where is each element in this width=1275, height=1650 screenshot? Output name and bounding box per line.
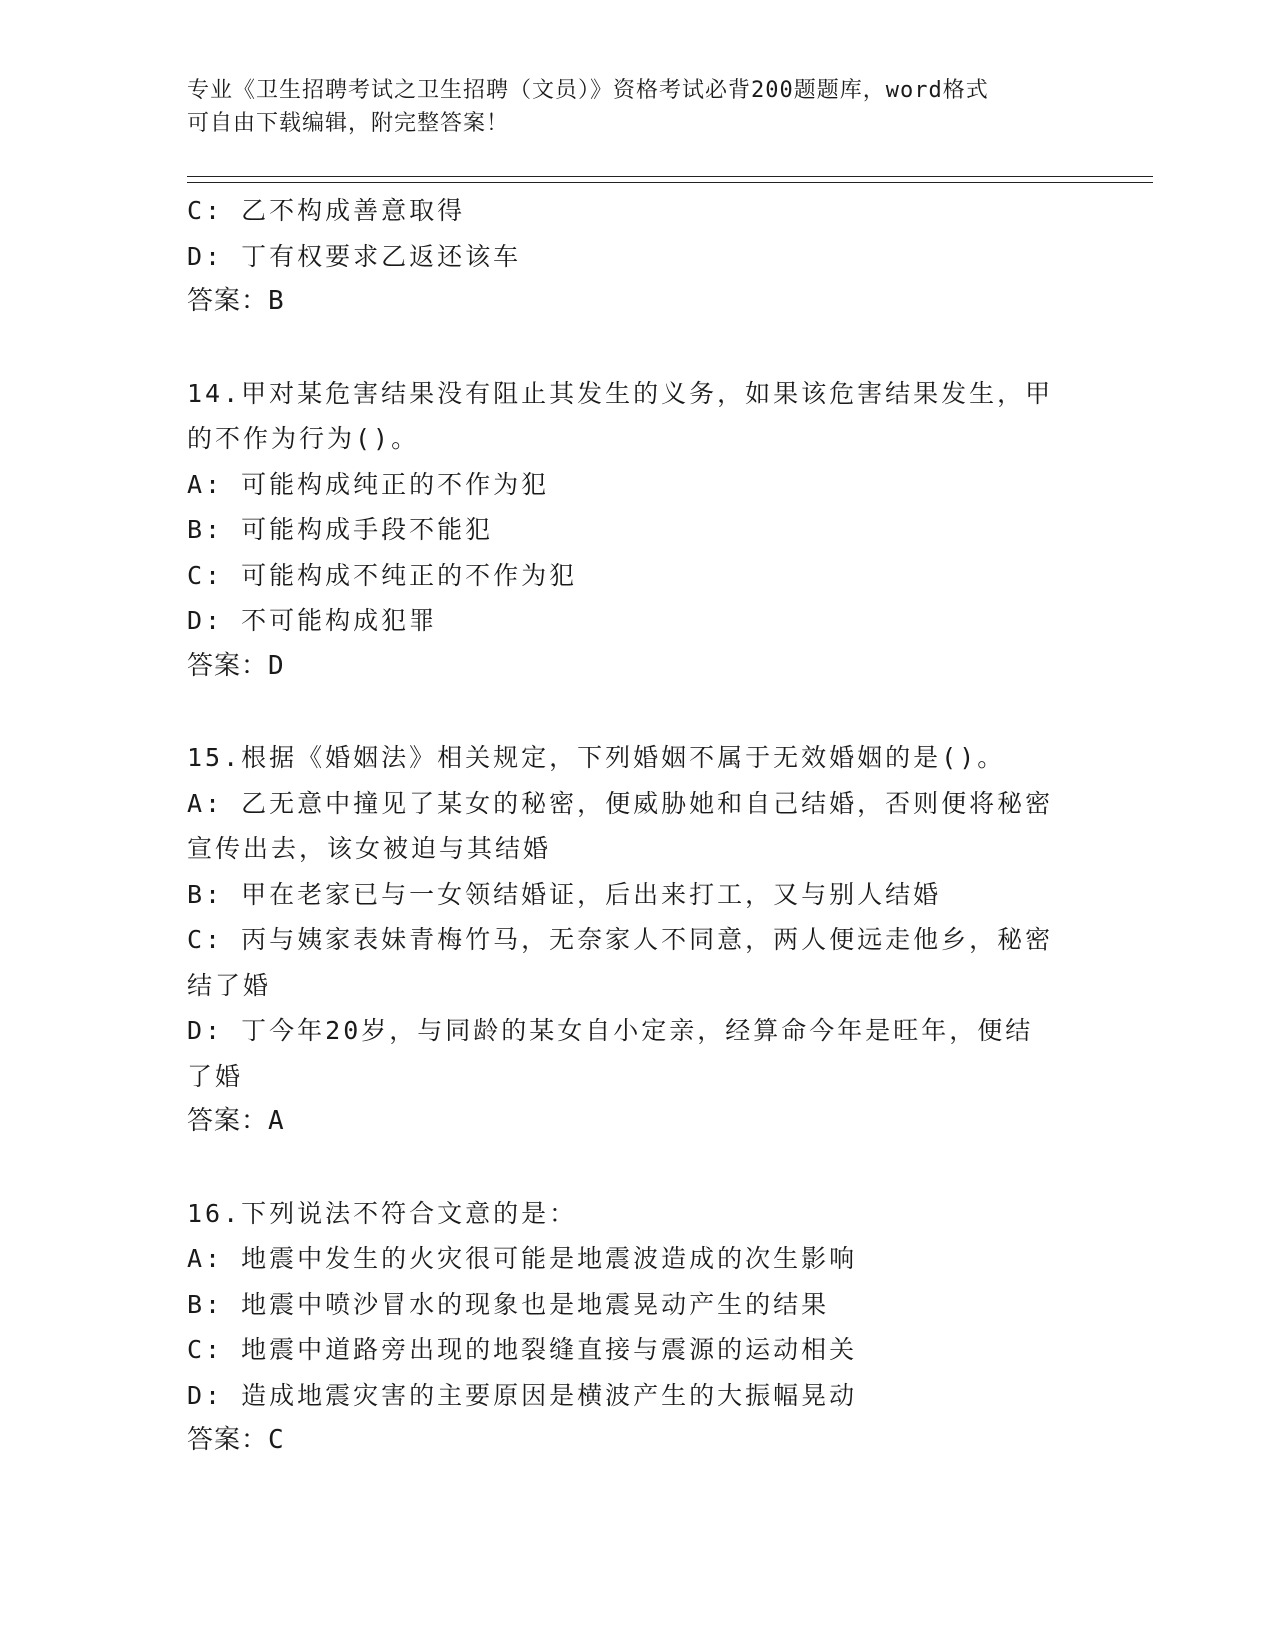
previous-question-tail	[187, 188, 1087, 325]
option-a: A: 地震中发生的火灾很可能是地震波造成的次生影响	[187, 1244, 858, 1273]
option-b: B: 甲在老家已与一女领结婚证，后出来打工，又与别人结婚	[187, 879, 942, 909]
answer-line: 答案：A	[187, 1106, 285, 1136]
option-a: A: 乙无意中撞见了某女的秘密，便威胁她和自己结婚，否则便将秘密	[187, 788, 1054, 818]
header-title-line-1: 专业《卫生招聘考试之卫生招聘（文员）》资格考试必背200题题库，word格式	[187, 78, 989, 103]
document-header	[187, 74, 1067, 140]
spacer	[187, 325, 1087, 371]
header-divider-top	[187, 176, 1153, 177]
option-d-continued: 了婚	[187, 1061, 244, 1091]
question-16	[187, 1191, 1087, 1464]
option-c: C: 地震中道路旁出现的地裂缝直接与震源的运动相关	[187, 1335, 858, 1364]
question-14	[187, 371, 1087, 690]
spacer	[187, 1145, 1087, 1191]
option-a-continued: 宣传出去，该女被迫与其结婚	[187, 834, 552, 863]
option-d: D: 丁今年20岁，与同龄的某女自小定亲，经算命今年是旺年，便结	[187, 1016, 1034, 1045]
option-d: D: 丁有权要求乙返还该车	[187, 241, 522, 271]
question-stem: 15.根据《婚姻法》相关规定，下列婚姻不属于无效婚姻的是()。	[187, 743, 1006, 772]
question-content	[187, 188, 1087, 1464]
question-stem: 14.甲对某危害结果没有阻止其发生的义务，如果该危害结果发生，甲	[187, 378, 1054, 408]
option-a: A: 可能构成纯正的不作为犯	[187, 469, 550, 499]
answer-line: 答案：C	[187, 1425, 285, 1455]
question-stem: 的不作为行为()。	[187, 424, 420, 453]
header-title-line-2: 可自由下载编辑，附完整答案！	[187, 111, 510, 136]
option-c-continued: 结了婚	[187, 970, 272, 1000]
question-stem: 16.下列说法不符合文意的是：	[187, 1198, 578, 1228]
option-c: C: 丙与姨家表妹青梅竹马，无奈家人不同意，两人便远走他乡，秘密	[187, 925, 1054, 954]
option-c: C: 可能构成不纯正的不作为犯	[187, 560, 578, 590]
option-c: C: 乙不构成善意取得	[187, 196, 466, 225]
spacer	[187, 689, 1087, 735]
option-d: D: 不可能构成犯罪	[187, 606, 438, 635]
option-b: B: 地震中喷沙冒水的现象也是地震晃动产生的结果	[187, 1289, 830, 1319]
header-divider-bottom	[187, 182, 1153, 183]
answer-line: 答案：D	[187, 650, 285, 681]
answer-line: 答案：B	[187, 286, 285, 316]
question-15	[187, 735, 1087, 1145]
option-d: D: 造成地震灾害的主要原因是横波产生的大振幅晃动	[187, 1380, 858, 1410]
option-b: B: 可能构成手段不能犯	[187, 515, 494, 544]
